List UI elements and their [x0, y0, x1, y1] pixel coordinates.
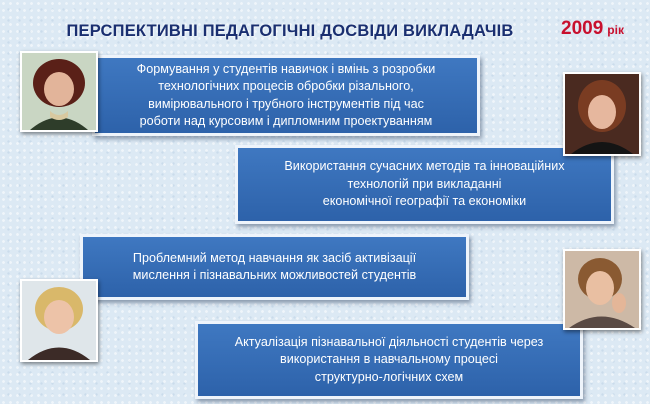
experience-box-2: Використання сучасних методів та інноваційних технологій при викладанні економічної географії та економіки [235, 145, 614, 224]
teacher-photo-1 [20, 51, 98, 132]
experience-box-1: Формування у студентів навичок і вмінь з розробки технологічних процесів обробки різального, вимірювального і трубного інструментів під час роботи над курсовим і дипломним проектуванням [92, 55, 480, 136]
experience-box-3: Проблемний метод навчання як засіб активізації мислення і пізнавальних можливостей студентів [80, 234, 469, 300]
year-unit: рік [607, 23, 624, 37]
experience-box-4: Актуалізація пізнавальної діяльності студентів через використання в навчальному процесі структурно-логічних схем [195, 321, 583, 399]
teacher-photo-4 [563, 249, 641, 330]
slide-title: ПЕРСПЕКТИВНІ ПЕДАГОГІЧНІ ДОСВІДИ ВИКЛАДАЧІВ [66, 22, 514, 40]
teacher-photo-3 [20, 279, 98, 362]
year-value: 2009 [561, 18, 604, 39]
teacher-photo-2 [563, 72, 641, 156]
year-label [561, 18, 624, 40]
